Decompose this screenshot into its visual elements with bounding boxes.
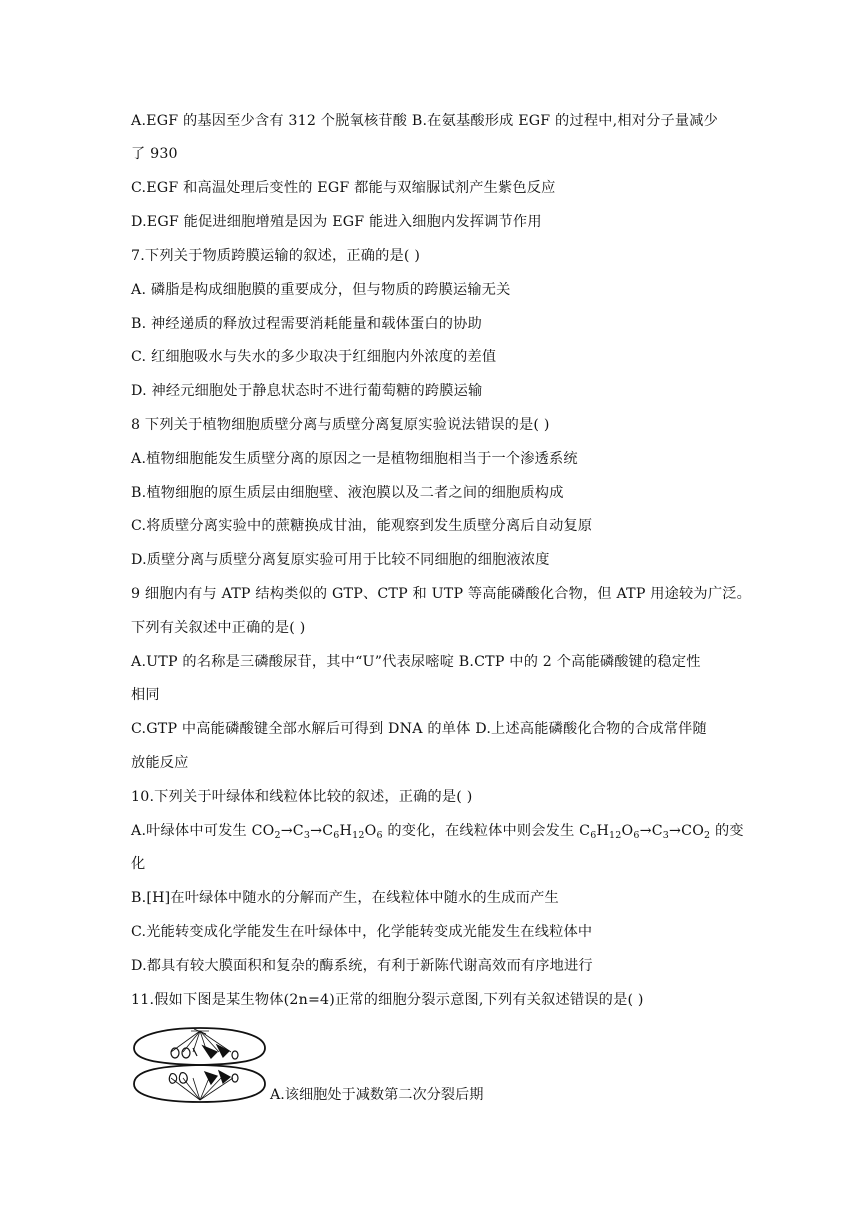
option-9a-9b: A.UTP 的名称是三磷酸尿苷，其中“U”代表尿嘧啶 B.CTP 中的 2 个高能磷酸键的稳定性 [131,654,701,670]
option-10d: D.都具有较大膜面积和复杂的酶系统，有利于新陈代谢高效而有序地进行 [131,958,593,974]
question-9-cont: 下列有关叙述中正确的是( ) [131,620,306,636]
option-10a-cont: 化 [131,856,146,872]
question-8: 8 下列关于植物细胞质壁分离与质壁分离复原实验说法错误的是( ) [131,417,550,433]
option-7a: A. 磷脂是构成细胞膜的重要成分，但与物质的跨膜运输无关 [131,282,511,298]
option-10a: A.叶绿体中可发生 $CO_2\to C_3\to C_6H_{12}O_6$ 的变化，在线粒体中则会发生 $C_6H_{12}O_6\to C_3\to CO_2$ 的变 [131,823,744,841]
option-7b: B. 神经递质的释放过程需要消耗能量和载体蛋白的协助 [131,316,482,332]
option-9d-cont: 放能反应 [131,755,189,771]
option-7d: D. 神经元细胞处于静息状态时不进行葡萄糖的跨膜运输 [131,383,483,399]
option-9b-cont: 相同 [131,687,160,703]
option-6b-cont: 了 930 [131,146,178,162]
question-9: 9 细胞内有与 ATP 结构类似的 GTP、CTP 和 UTP 等高能磷酸化合物，但 ATP 用途较为广泛。 [131,586,751,602]
option-6d: D.EGF 能促进细胞增殖是因为 EGF 能进入细胞内发挥调节作用 [131,214,542,230]
option-7c: C. 红细胞吸水与失水的多少取决于红细胞内外浓度的差值 [131,349,497,365]
option-8d: D.质壁分离与质壁分离复原实验可用于比较不同细胞的细胞液浓度 [131,552,550,568]
cell-division-figure [131,1026,269,1104]
question-10: 10.下列关于叶绿体和线粒体比较的叙述，正确的是( ) [131,789,473,805]
option-10c: C.光能转变成化学能发生在叶绿体中，化学能转变成光能发生在线粒体中 [131,924,593,940]
option-10b: B.[H]在叶绿体中随水的分解而产生，在线粒体中随水的生成而产生 [131,890,559,906]
question-11: 11.假如下图是某生物体(2n=4)正常的细胞分裂示意图,下列有关叙述错误的是( ) [131,992,644,1008]
option-8b: B.植物细胞的原生质层由细胞壁、液泡膜以及二者之间的细胞质构成 [131,485,564,501]
question-7: 7.下列关于物质跨膜运输的叙述，正确的是( ) [131,248,421,264]
option-8a: A.植物细胞能发生质壁分离的原因之一是植物细胞相当于一个渗透系统 [131,451,578,467]
option-6a-6b: A.EGF 的基因至少含有 312 个脱氧核苷酸 B.在氨基酸形成 EGF 的过程中,相对分子量减少 [131,113,719,129]
option-9c-9d: C.GTP 中高能磷酸键全部水解后可得到 DNA 的单体 D.上述高能磷酸化合物的合成常伴随 [131,721,707,737]
option-6c: C.EGF 和高温处理后变性的 EGF 都能与双缩脲试剂产生紫色反应 [131,180,556,196]
option-11a: A.该细胞处于减数第二次分裂后期 [270,1087,484,1103]
option-8c: C.将质壁分离实验中的蔗糖换成甘油，能观察到发生质壁分离后自动复原 [131,518,593,534]
